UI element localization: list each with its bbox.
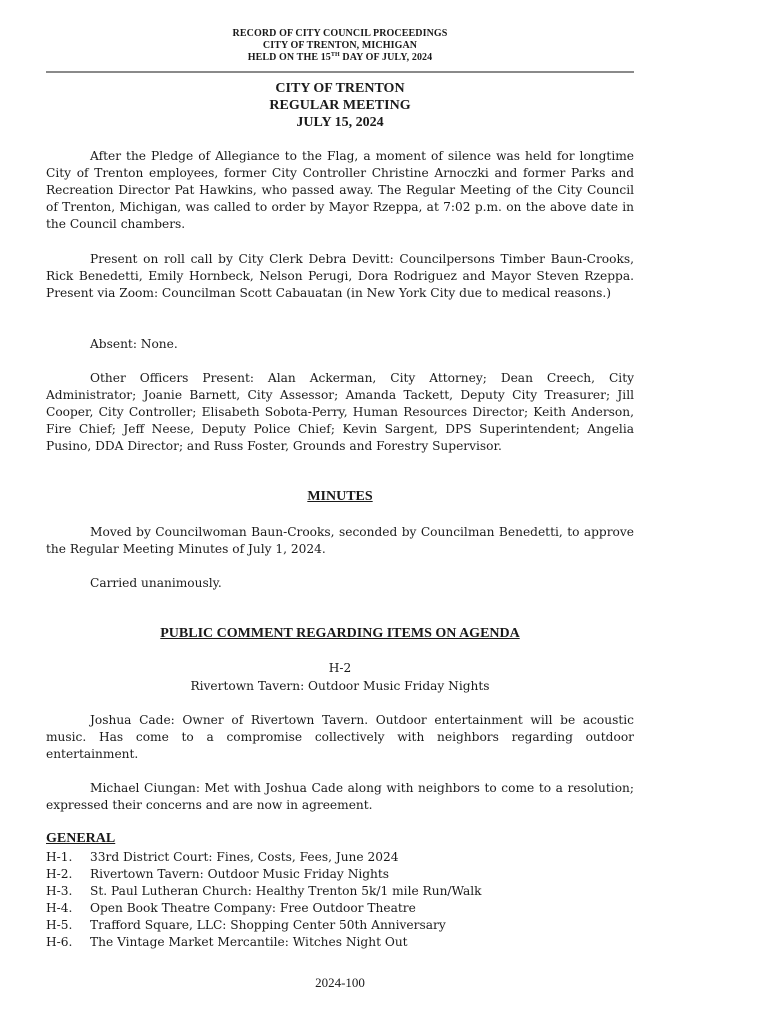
header-divider [46, 71, 634, 73]
title-line-3: JULY 15, 2024 [296, 115, 384, 130]
general-item: H-4. Open Book Theatre Company: Free Outdoor Theatre [46, 901, 416, 915]
general-item: H-2. Rivertown Tavern: Outdoor Music Friday Nights [46, 867, 390, 881]
title-line-1: CITY OF TRENTON [275, 81, 405, 96]
header-line-1: RECORD OF CITY COUNCIL PROCEEDINGS [232, 28, 448, 39]
title-line-2: REGULAR MEETING [269, 98, 411, 113]
minutes-result: Carried unanimously. [90, 576, 222, 590]
public-comment-heading: PUBLIC COMMENT REGARDING ITEMS ON AGENDA [160, 626, 520, 641]
general-item: H-6. The Vintage Market Mercantile: Witches Night Out [46, 935, 408, 949]
document-title [46, 80, 634, 131]
public-comment-2: Michael Ciungan: Met with Joshua Cade along with neighbors to come to a resolution; expressed their concerns and are now in agreement. [46, 781, 634, 813]
record-header [46, 28, 634, 64]
header-line-3: HELD ON THE 15TH DAY OF JULY, 2024 [247, 52, 433, 63]
roll-call-paragraph: Present on roll call by City Clerk Debra Devitt: Councilpersons Timber Baun-Crooks, Rick Benedetti, Emily Hornbeck, Nelson Perugi, Dora Rodriguez and Mayor Steven Rzeppa. Present via Zoom: Councilman Scott Cabauatan (in New York City due to medical reasons.) [46, 252, 634, 301]
page-number: 2024-100 [315, 975, 365, 990]
general-item: H-5. Trafford Square, LLC: Shopping Center 50th Anniversary [46, 918, 446, 932]
general-heading: GENERAL [46, 831, 116, 846]
minutes-heading: MINUTES [307, 489, 373, 504]
opening-paragraph: After the Pledge of Allegiance to the Flag, a moment of silence was held for longtime City of Trenton employees, former City Controller Christine Arnoczki and former Parks and Recreation Director Pat Hawkins, who passed away. The Regular Meeting of the City Council of Trenton, Michigan, was called to order by Mayor Rzeppa, at 7:02 p.m. on the above date in the Council chambers. [46, 149, 634, 232]
header-line-2: CITY OF TRENTON, MICHIGAN [262, 40, 418, 51]
public-comment-1: Joshua Cade: Owner of Rivertown Tavern. Outdoor entertainment will be acoustic music. Has come to a compromise collectively with neighbors regarding outdoor entertainment. [46, 713, 634, 762]
general-item: H-3. St. Paul Lutheran Church: Healthy Trenton 5k/1 mile Run/Walk [46, 884, 482, 898]
officers-paragraph: Other Officers Present: Alan Ackerman, City Attorney; Dean Creech, City Administrator; Joanie Barnett, City Assessor; Amanda Tackett, Deputy City Treasurer; Jill Cooper, City Controller; Elisabeth Sobota-Perry, Human Resources Director; Keith Anderson, Fire Chief; Jeff Neese, Deputy Police Chief; Kevin Sargent, DPS Superintendent; Angelia Pusino, DDA Director; and Russ Foster, Grounds and Forestry Supervisor. [46, 371, 634, 454]
minutes-motion: Moved by Councilwoman Baun-Crooks, seconded by Councilman Benedetti, to approve the Regular Meeting Minutes of July 1, 2024. [46, 525, 634, 557]
general-item: H-1. 33rd District Court: Fines, Costs, Fees, June 2024 [46, 850, 399, 864]
agenda-item-code: H-2 [328, 661, 352, 675]
agenda-item-title: Rivertown Tavern: Outdoor Music Friday Nights [190, 679, 490, 693]
absent-paragraph: Absent: None. [90, 337, 178, 351]
